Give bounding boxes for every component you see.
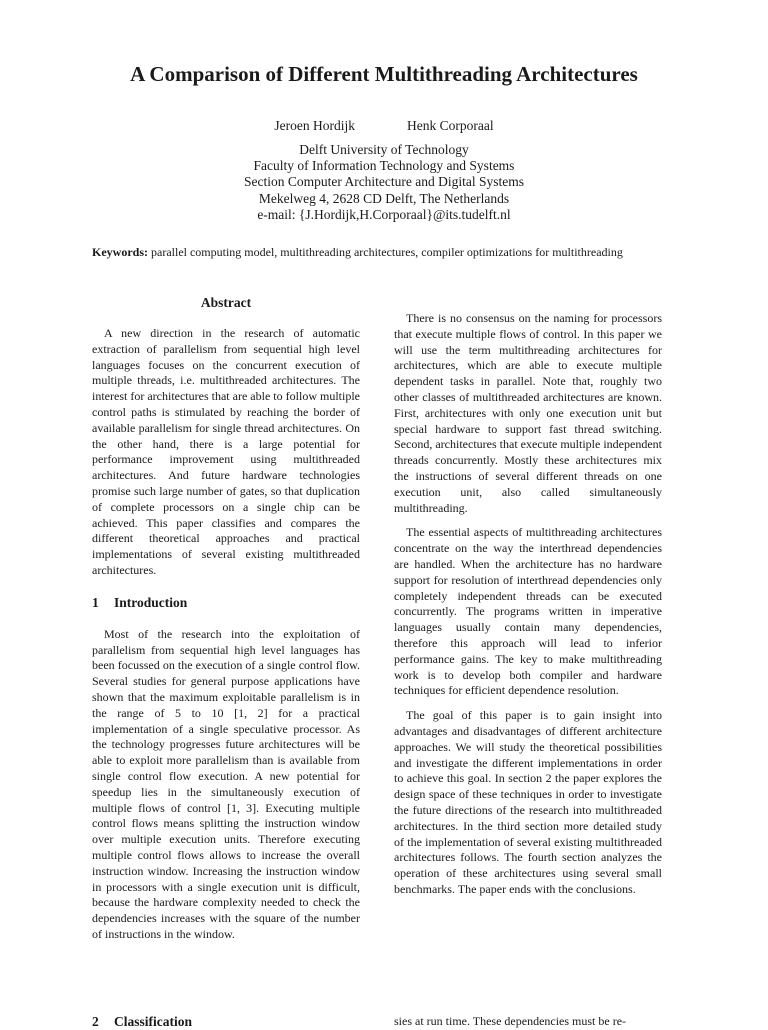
intro-paragraph-3: The essential aspects of multithreading architectures concentrate on the way the interthread dependencies are handled. When the architecture has no hardware support for resolution of interthread dependencies only completely independent threads can be executed concurrently. The programs written in imperative languages usually contain many dependencies, therefore this approach will lead to inferior performance gains. The key to make multithreading work is to develop both compiler and hardware techniques for efficient dependence resolution. [394, 525, 662, 698]
affiliation-block [0, 142, 768, 223]
left-column [92, 295, 360, 952]
cutoff-text: sies at run time. These dependencies must be re- [394, 1014, 627, 1028]
classification-heading [92, 1014, 192, 1030]
intro-paragraph-4: The goal of this paper is to gain insight into advantages and disadvantages of different architecture approaches. We will study the theoretical possibilities and investigate the different implementations in order to achieve this goal. In section 2 the paper explores the design space of these techniques in order to investigate the future directions of the research into multithreaded architectures. In the third section more detailed study of the implementation of several existing multithreaded architectures follows. The fourth section analyzes the operation of these architectures using several small benchmarks. The paper ends with the conclusions. [394, 708, 662, 896]
intro-paragraph-1: Most of the research into the exploitation of parallelism from sequential high level languages has been focussed on the execution of a single control flow. Several studies for general purpose applications have shown that the maximum exploitable parallelism is in the range of 5 to 10 [1, 2] for a practical implementation of a single speculative processor. As the technology progresses future architectures will be able to exploit more parallelism than is available from single control flow execution. A new potential for speedup lies in the simultaneously execution of multiple flows of control [1, 3]. Executing multiple control flows means splitting the instruction window over multiple execution units. Therefore executing multiple control flows allows to increase the overall instruction window. Increasing the instruction window in processors with a single execution unit is difficult, because the hardware complexity needed to check the dependencies increases with the square of the number of instructions in the window. [92, 626, 360, 941]
section-number: 1 [92, 594, 99, 610]
keywords-label: Keywords: [92, 245, 148, 259]
intro-paragraph-2: There is no consensus on the naming for processors that execute multiple flows of control. In this paper we will use the term multithreading architectures for architectures, which are able to execute multiple dependent tasks in parallel. Note that, roughly two other classes of multithreaded architectures are known. First, architectures with only one execution unit but special hardware to support fast thread switching. Second, architectures that execute multiple independent threads concurrently. Mostly these architectures mix the instructions of several different threads on one execution unit, also called simultaneously multithreading. [394, 311, 662, 515]
section-title: Introduction [114, 594, 188, 610]
section-title: Classification [114, 1014, 193, 1029]
affiliation-line: Section Computer Architecture and Digital Systems [243, 174, 525, 190]
author-name: Henk Corporaal [407, 118, 494, 133]
abstract-heading: Abstract [200, 295, 252, 310]
affiliation-line: Faculty of Information Technology and Systems [253, 158, 515, 174]
affiliation-email: e-mail: {J.Hordijk,H.Corporaal}@its.tudelft.nl [257, 206, 511, 222]
affiliation-line: Delft University of Technology [299, 142, 469, 157]
paper-title: A Comparison of Different Multithreading Architectures [130, 62, 638, 86]
author-name: Jeroen Hordijk [274, 118, 355, 133]
affiliation-line: Mekelweg 4, 2628 CD Delft, The Netherlands [258, 190, 510, 206]
keywords-line [92, 245, 692, 260]
right-column [394, 279, 662, 907]
author-list [0, 118, 768, 134]
section-number: 2 [92, 1014, 99, 1029]
introduction-heading [92, 595, 360, 611]
keywords-text: parallel computing model, multithreading architectures, compiler optimizations for multithreading [151, 245, 623, 259]
abstract-text: A new direction in the research of automatic extraction of parallelism from sequential high level languages focuses on the concurrent execution of multiple threads, i.e. multithreaded architectures. The interest for architectures that are able to follow multiple control paths is stimulated by reaching the border of available parallelism for single thread architectures. On the other hand, there is a large potential for performance improvement using multithreaded architectures. And future hardware technologies promise such large number of gates, so that duplication of complete processors on a single chip can be achieved. This paper classifies and compares the different theoretical approaches and practical implementations of several existing multithreaded architectures. [92, 326, 360, 577]
